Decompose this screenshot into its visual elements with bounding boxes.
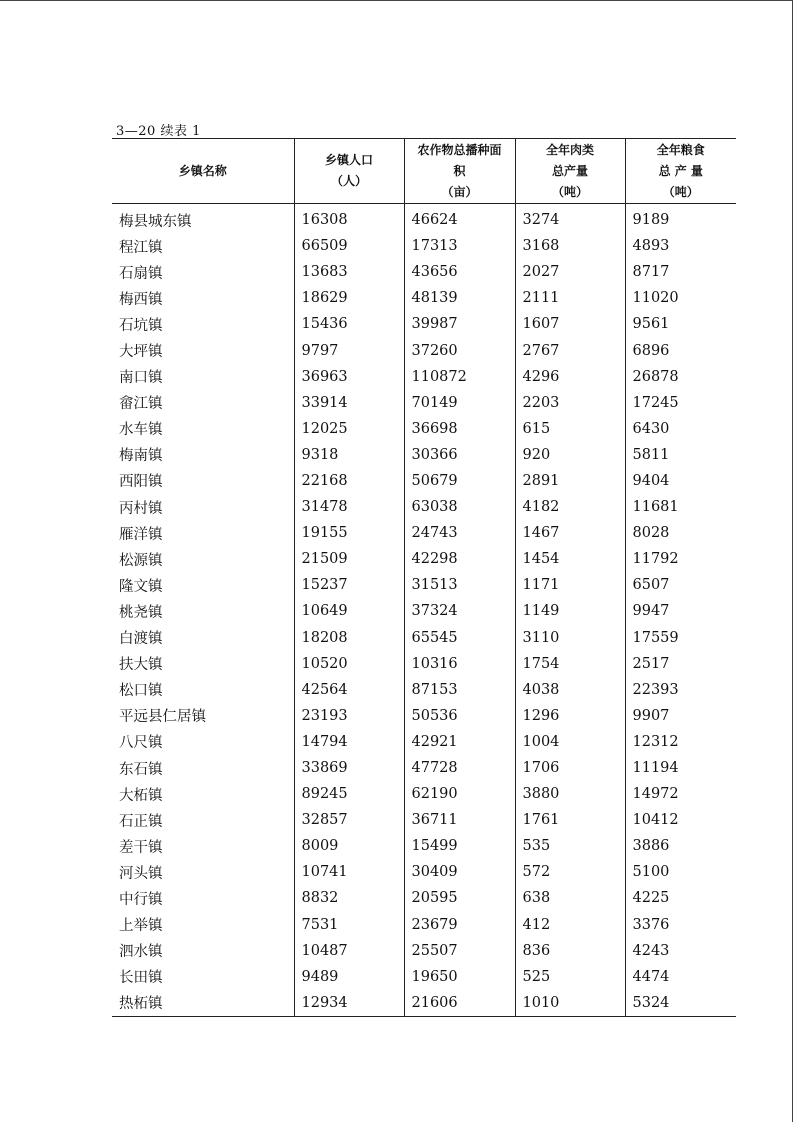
sown-area-cell: 42298 <box>404 546 515 572</box>
grain-output-cell: 4893 <box>625 233 736 259</box>
sown-area-cell: 43656 <box>404 259 515 285</box>
town-name: 雁洋镇 <box>119 526 163 543</box>
town-name: 南口镇 <box>119 370 163 387</box>
population-cell: 19155 <box>294 520 404 546</box>
grain-output-cell: 9907 <box>625 703 736 729</box>
population-cell: 14794 <box>294 729 404 755</box>
table-row <box>112 755 736 781</box>
table-row <box>112 964 736 990</box>
sown-area-cell: 70149 <box>404 390 515 416</box>
town-name: 梅县城东镇 <box>119 213 192 230</box>
population-cell: 18629 <box>294 285 404 311</box>
table-row <box>112 625 736 651</box>
population-cell: 16308 <box>294 204 404 234</box>
table-row <box>112 651 736 677</box>
grain-output-cell: 9561 <box>625 311 736 337</box>
town-name: 扶大镇 <box>119 657 163 674</box>
population-cell: 10487 <box>294 938 404 964</box>
town-name: 石扇镇 <box>119 265 163 282</box>
grain-output-cell: 6896 <box>625 337 736 363</box>
header-sown-area <box>404 139 515 204</box>
population-cell: 33914 <box>294 390 404 416</box>
town-name: 石正镇 <box>119 813 163 830</box>
grain-output-cell: 3886 <box>625 833 736 859</box>
header-grain-output <box>625 139 736 204</box>
sown-area-cell: 20595 <box>404 885 515 911</box>
meat-output-cell: 1706 <box>515 755 625 781</box>
table-row <box>112 390 736 416</box>
population-cell: 10649 <box>294 598 404 624</box>
grain-output-cell: 4474 <box>625 964 736 990</box>
meat-output-cell: 1761 <box>515 807 625 833</box>
meat-output-cell: 2767 <box>515 337 625 363</box>
table-row <box>112 468 736 494</box>
sown-area-cell: 30366 <box>404 442 515 468</box>
grain-output-cell: 11792 <box>625 546 736 572</box>
grain-output-cell: 3376 <box>625 912 736 938</box>
sown-area-cell: 50679 <box>404 468 515 494</box>
sown-area-cell: 110872 <box>404 364 515 390</box>
town-name: 河头镇 <box>119 865 163 882</box>
meat-output-cell: 2111 <box>515 285 625 311</box>
grain-output-cell: 11194 <box>625 755 736 781</box>
meat-output-cell: 1754 <box>515 651 625 677</box>
town-name: 丙村镇 <box>119 500 163 517</box>
grain-output-cell: 17559 <box>625 625 736 651</box>
town-name: 东石镇 <box>119 761 163 778</box>
grain-output-cell: 8717 <box>625 259 736 285</box>
meat-output-cell: 920 <box>515 442 625 468</box>
header-meat-output <box>515 139 625 204</box>
table-row <box>112 520 736 546</box>
table-row <box>112 807 736 833</box>
table-row <box>112 912 736 938</box>
meat-output-cell: 4182 <box>515 494 625 520</box>
table-row <box>112 233 736 259</box>
town-name: 水车镇 <box>119 422 163 439</box>
grain-output-cell: 14972 <box>625 781 736 807</box>
town-name: 西阳镇 <box>119 474 163 491</box>
sown-area-cell: 39987 <box>404 311 515 337</box>
population-cell: 36963 <box>294 364 404 390</box>
population-cell: 23193 <box>294 703 404 729</box>
population-cell: 89245 <box>294 781 404 807</box>
grain-output-cell: 11681 <box>625 494 736 520</box>
grain-output-cell: 12312 <box>625 729 736 755</box>
page-top-edge <box>0 0 793 1</box>
town-name: 大柘镇 <box>119 787 163 804</box>
sown-area-cell: 19650 <box>404 964 515 990</box>
town-name: 白渡镇 <box>119 631 163 648</box>
town-name: 松口镇 <box>119 683 163 700</box>
population-cell: 32857 <box>294 807 404 833</box>
meat-output-cell: 2203 <box>515 390 625 416</box>
sown-area-cell: 65545 <box>404 625 515 651</box>
table-row <box>112 572 736 598</box>
sown-area-cell: 87153 <box>404 677 515 703</box>
sown-area-cell: 24743 <box>404 520 515 546</box>
sown-area-cell: 17313 <box>404 233 515 259</box>
header-line: 乡镇名称 <box>178 163 227 178</box>
table-row <box>112 729 736 755</box>
sown-area-cell: 50536 <box>404 703 515 729</box>
header-line: 总产量 <box>551 163 588 178</box>
table-row <box>112 885 736 911</box>
population-cell: 21509 <box>294 546 404 572</box>
table-row <box>112 259 736 285</box>
population-cell: 7531 <box>294 912 404 938</box>
population-cell: 33869 <box>294 755 404 781</box>
population-cell: 18208 <box>294 625 404 651</box>
grain-output-cell: 5100 <box>625 859 736 885</box>
population-cell: 42564 <box>294 677 404 703</box>
meat-output-cell: 4038 <box>515 677 625 703</box>
population-cell: 10741 <box>294 859 404 885</box>
township-statistics-table <box>112 138 736 1017</box>
meat-output-cell: 412 <box>515 912 625 938</box>
header-line: 全年粮食 <box>656 142 705 157</box>
town-name: 八尺镇 <box>119 735 163 752</box>
grain-output-cell: 9404 <box>625 468 736 494</box>
header-line: 乡镇人口 <box>324 153 373 167</box>
population-cell: 9318 <box>294 442 404 468</box>
town-name: 石坑镇 <box>119 317 163 334</box>
sown-area-cell: 36711 <box>404 807 515 833</box>
town-name: 中行镇 <box>119 891 163 908</box>
sown-area-cell: 10316 <box>404 651 515 677</box>
sown-area-cell: 37324 <box>404 598 515 624</box>
table-row <box>112 546 736 572</box>
table-row <box>112 442 736 468</box>
grain-output-cell: 22393 <box>625 677 736 703</box>
meat-output-cell: 1467 <box>515 520 625 546</box>
meat-output-cell: 1010 <box>515 990 625 1017</box>
population-cell: 31478 <box>294 494 404 520</box>
grain-output-cell: 6507 <box>625 572 736 598</box>
grain-output-cell: 6430 <box>625 416 736 442</box>
table-row <box>112 337 736 363</box>
header-line: 积 <box>453 163 466 178</box>
meat-output-cell: 1004 <box>515 729 625 755</box>
meat-output-cell: 1149 <box>515 598 625 624</box>
table-row <box>112 285 736 311</box>
population-cell: 22168 <box>294 468 404 494</box>
sown-area-cell: 47728 <box>404 755 515 781</box>
meat-output-cell: 572 <box>515 859 625 885</box>
sown-area-cell: 48139 <box>404 285 515 311</box>
table-row <box>112 938 736 964</box>
meat-output-cell: 1607 <box>515 311 625 337</box>
meat-output-cell: 2027 <box>515 259 625 285</box>
population-cell: 12934 <box>294 990 404 1017</box>
table-row <box>112 990 736 1017</box>
town-name: 长田镇 <box>119 970 163 987</box>
meat-output-cell: 2891 <box>515 468 625 494</box>
grain-output-cell: 4225 <box>625 885 736 911</box>
population-cell: 15436 <box>294 311 404 337</box>
header-line: （吨） <box>662 184 699 199</box>
grain-output-cell: 9947 <box>625 598 736 624</box>
town-name: 大坪镇 <box>119 344 163 361</box>
town-name: 上举镇 <box>119 918 163 935</box>
town-name: 梅南镇 <box>119 448 163 465</box>
town-name: 泗水镇 <box>119 944 163 961</box>
meat-output-cell: 1296 <box>515 703 625 729</box>
sown-area-cell: 23679 <box>404 912 515 938</box>
population-cell: 12025 <box>294 416 404 442</box>
sown-area-cell: 36698 <box>404 416 515 442</box>
meat-output-cell: 638 <box>515 885 625 911</box>
table-row <box>112 703 736 729</box>
meat-output-cell: 1171 <box>515 572 625 598</box>
town-name: 畲江镇 <box>119 396 163 413</box>
table-header-row <box>112 139 736 204</box>
sown-area-cell: 21606 <box>404 990 515 1017</box>
header-line: （亩） <box>441 184 478 199</box>
population-cell: 9489 <box>294 964 404 990</box>
town-name: 程江镇 <box>119 239 163 256</box>
town-name: 平远县仁居镇 <box>119 709 206 726</box>
meat-output-cell: 3110 <box>515 625 625 651</box>
table-row <box>112 833 736 859</box>
town-name: 热柘镇 <box>112 990 294 1017</box>
population-cell: 66509 <box>294 233 404 259</box>
sown-area-cell: 31513 <box>404 572 515 598</box>
sown-area-cell: 25507 <box>404 938 515 964</box>
grain-output-cell: 8028 <box>625 520 736 546</box>
header-line: 全年肉类 <box>545 142 594 157</box>
grain-output-cell: 10412 <box>625 807 736 833</box>
town-name: 差干镇 <box>119 839 163 856</box>
header-line: 总 产 量 <box>658 163 703 178</box>
town-name: 松源镇 <box>119 552 163 569</box>
grain-output-cell: 11020 <box>625 285 736 311</box>
meat-output-cell: 615 <box>515 416 625 442</box>
sown-area-cell: 37260 <box>404 337 515 363</box>
meat-output-cell: 836 <box>515 938 625 964</box>
table-row <box>112 859 736 885</box>
header-line: （人） <box>330 174 367 188</box>
table-row <box>112 677 736 703</box>
grain-output-cell: 17245 <box>625 390 736 416</box>
sown-area-cell: 46624 <box>404 204 515 234</box>
table-row <box>112 598 736 624</box>
table-row <box>112 204 736 234</box>
population-cell: 10520 <box>294 651 404 677</box>
meat-output-cell: 535 <box>515 833 625 859</box>
header-line: 农作物总播种面 <box>417 142 502 157</box>
population-cell: 8832 <box>294 885 404 911</box>
grain-output-cell: 5324 <box>625 990 736 1017</box>
grain-output-cell: 9189 <box>625 204 736 234</box>
sown-area-cell: 42921 <box>404 729 515 755</box>
sown-area-cell: 62190 <box>404 781 515 807</box>
sown-area-cell: 15499 <box>404 833 515 859</box>
meat-output-cell: 3880 <box>515 781 625 807</box>
table-row <box>112 311 736 337</box>
table-row <box>112 416 736 442</box>
population-cell: 8009 <box>294 833 404 859</box>
population-cell: 9797 <box>294 337 404 363</box>
sown-area-cell: 63038 <box>404 494 515 520</box>
town-name: 梅西镇 <box>119 291 163 308</box>
population-cell: 13683 <box>294 259 404 285</box>
grain-output-cell: 26878 <box>625 364 736 390</box>
table-row <box>112 781 736 807</box>
header-line: （吨） <box>551 184 588 199</box>
table-caption: 3—20 续表 1 <box>116 124 201 139</box>
town-name: 桃尧镇 <box>119 604 163 621</box>
header-town-name <box>112 139 294 204</box>
table-row <box>112 364 736 390</box>
meat-output-cell: 3274 <box>515 204 625 234</box>
meat-output-cell: 525 <box>515 964 625 990</box>
sown-area-cell: 30409 <box>404 859 515 885</box>
grain-output-cell: 4243 <box>625 938 736 964</box>
meat-output-cell: 1454 <box>515 546 625 572</box>
grain-output-cell: 5811 <box>625 442 736 468</box>
meat-output-cell: 4296 <box>515 364 625 390</box>
town-name: 隆文镇 <box>119 578 163 595</box>
population-cell: 15237 <box>294 572 404 598</box>
table-row <box>112 494 736 520</box>
meat-output-cell: 3168 <box>515 233 625 259</box>
grain-output-cell: 2517 <box>625 651 736 677</box>
table-body <box>112 204 736 1017</box>
header-population <box>294 139 404 204</box>
